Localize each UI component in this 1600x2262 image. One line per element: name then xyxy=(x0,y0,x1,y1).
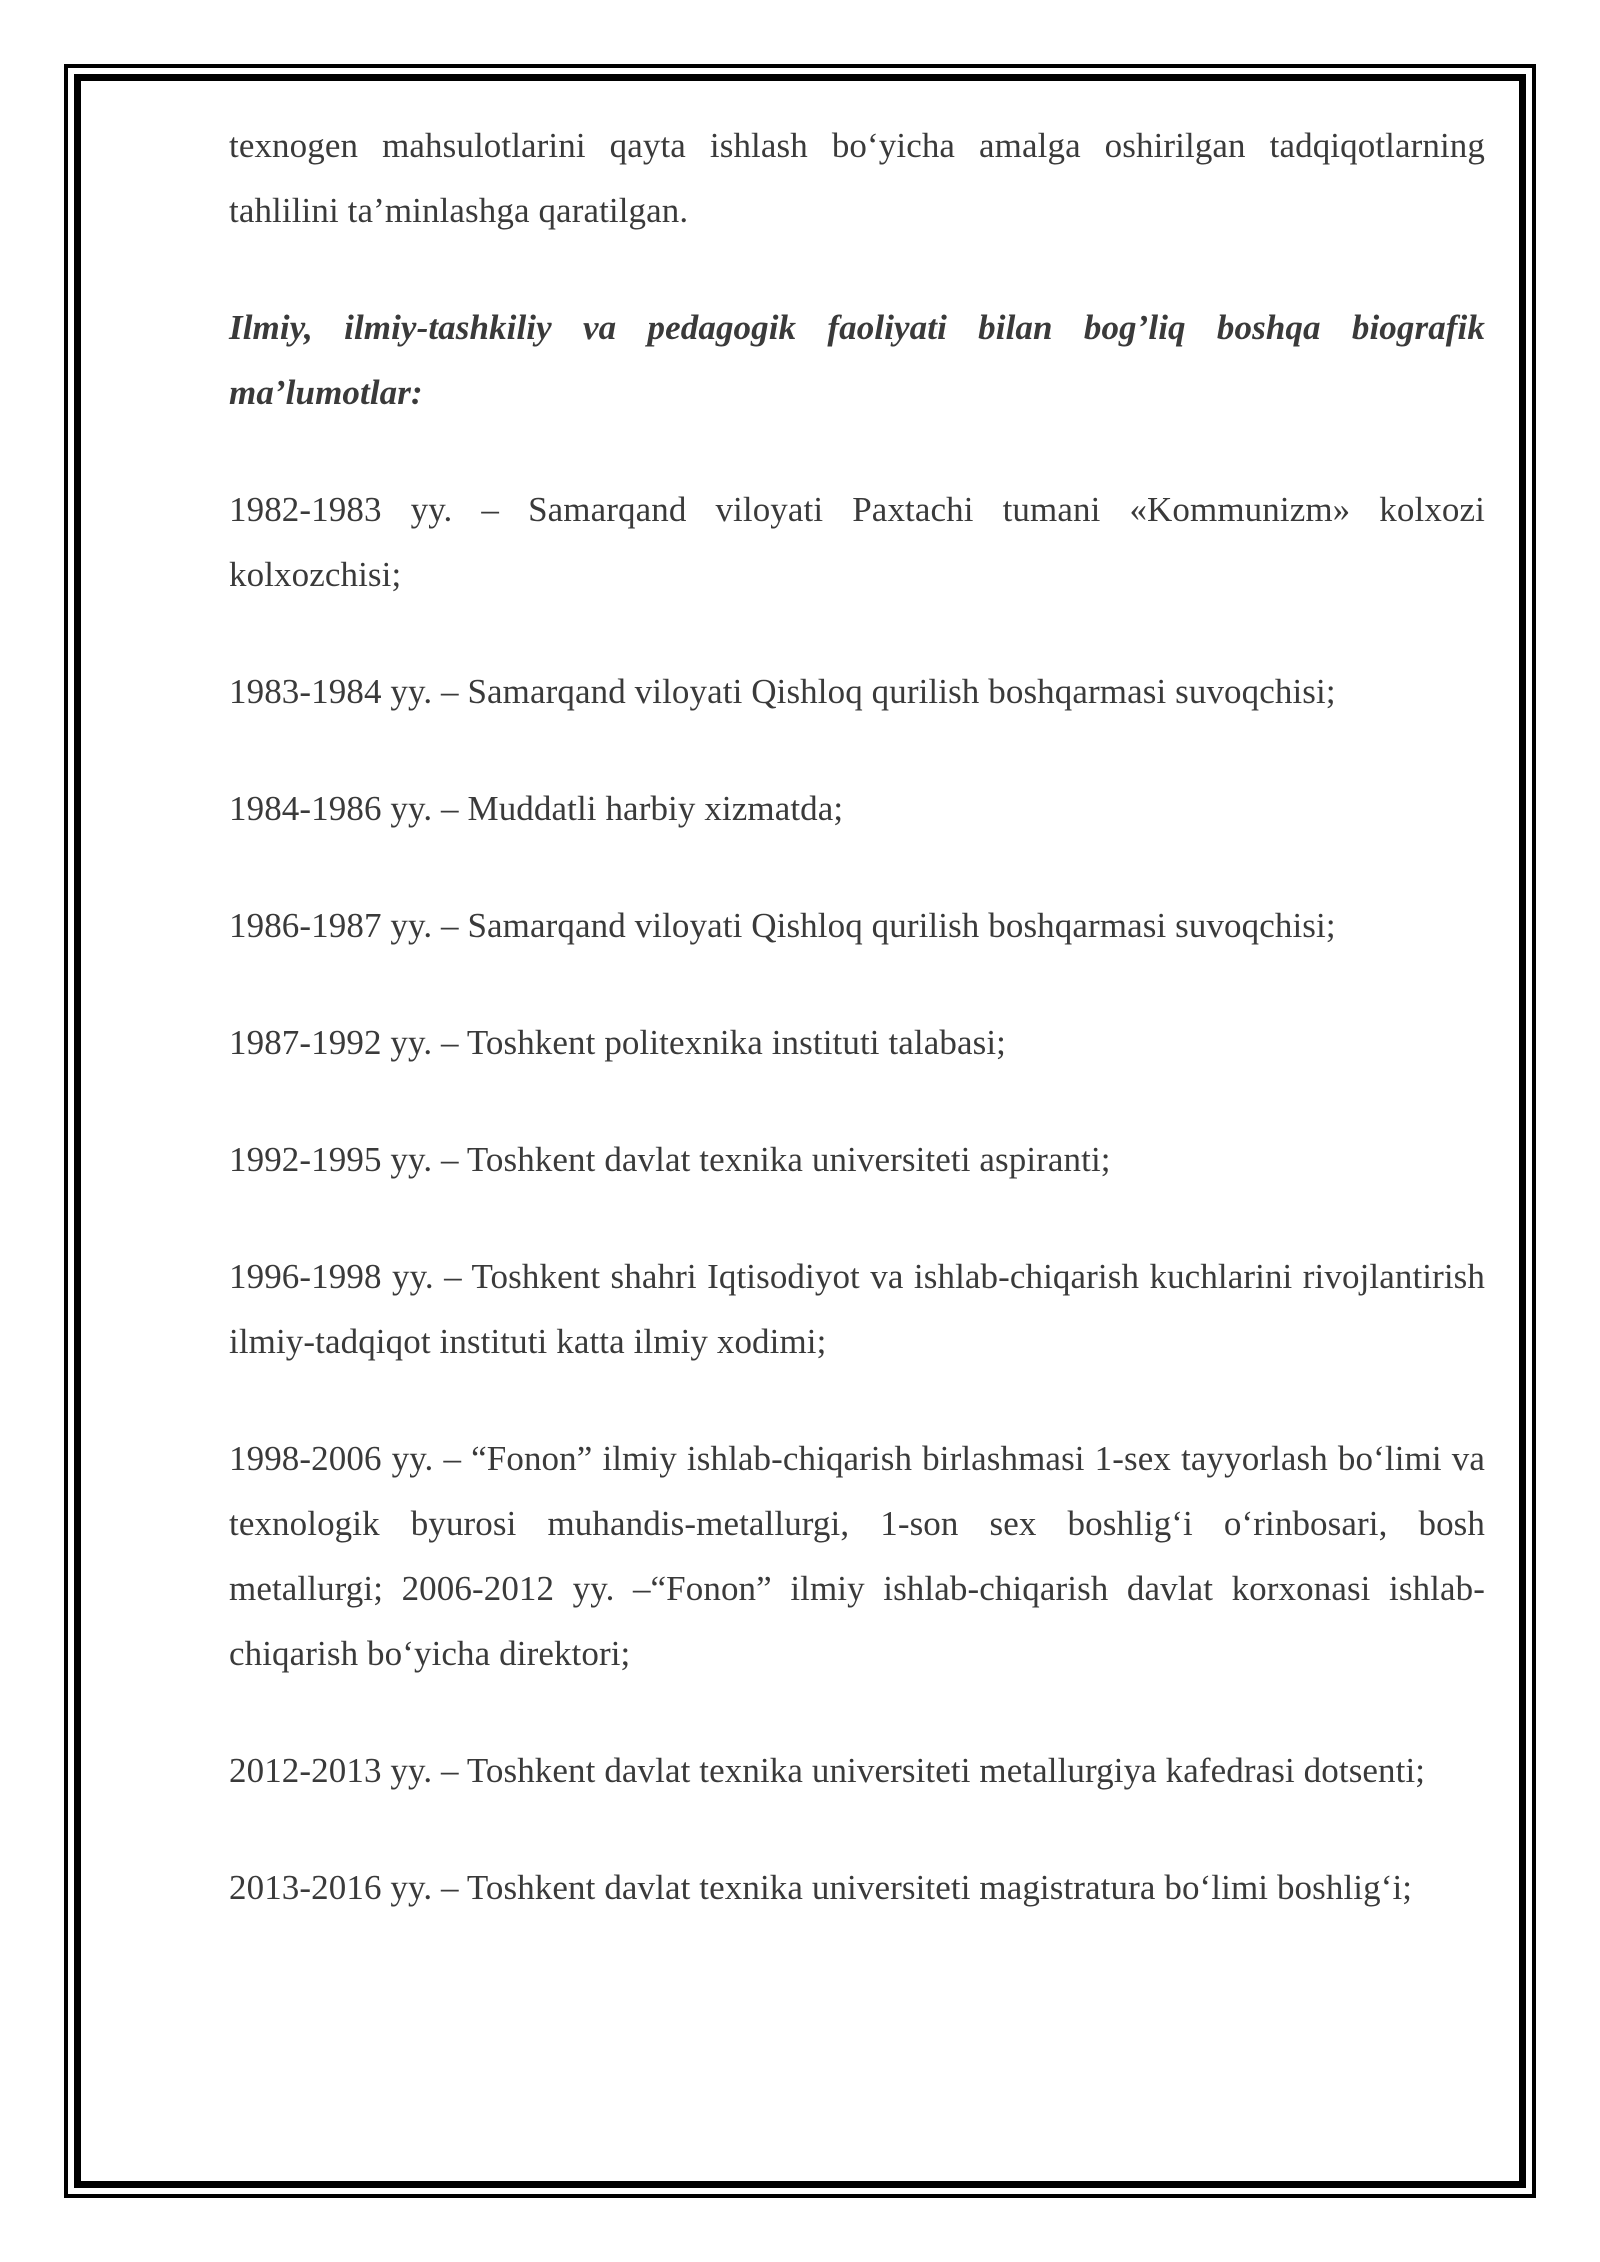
biography-entry: 1986-1987 yy. – Samarqand viloyati Qishloq qurilish boshqarmasi suvoqchisi; xyxy=(229,906,1336,945)
section-heading: Ilmiy, ilmiy-tashkiliy va pedagogik faoliyati bilan bog’liq boshqa biografik ma’lumotlar: xyxy=(229,308,1485,412)
document-body xyxy=(229,113,1485,1972)
biography-entry: 2013-2016 yy. – Toshkent davlat texnika universiteti magistratura bo‘limi boshlig‘i; xyxy=(229,1868,1413,1907)
biography-entry: 1996-1998 yy. – Toshkent shahri Iqtisodiyot va ishlab-chiqarish kuchlarini rivojlantirish ilmiy-tadqiqot instituti katta ilmiy xodimi; xyxy=(229,1257,1485,1361)
biography-entry: 1982-1983 yy. – Samarqand viloyati Paxtachi tumani «Kommunizm» kolxozi kolxozchisi; xyxy=(229,490,1485,594)
biography-entry: 1984-1986 yy. – Muddatli harbiy xizmatda; xyxy=(229,789,844,828)
biography-entry: 1998-2006 yy. – “Fonon” ilmiy ishlab-chiqarish birlashmasi 1-sex tayyorlash bo‘limi va texnologik byurosi muhandis-metallurgi, 1-son sex boshlig‘i o‘rinbosari, bosh metallurgi; 2006-2012 yy. –“Fonon” ilmiy ishlab-chiqarish davlat korxonasi ishlab-chiqarish bo‘yicha direktori; xyxy=(229,1439,1485,1673)
biography-entry: 1983-1984 yy. – Samarqand viloyati Qishloq qurilish boshqarmasi suvoqchisi; xyxy=(229,672,1336,711)
biography-entry: 2012-2013 yy. – Toshkent davlat texnika universiteti metallurgiya kafedrasi dotsenti; xyxy=(229,1751,1426,1790)
intro-paragraph: texnogen mahsulotlarini qayta ishlash bo‘yicha amalga oshirilgan tadqiqotlarning tahlilini ta’minlashga qaratilgan. xyxy=(229,126,1485,230)
biography-entry: 1992-1995 yy. – Toshkent davlat texnika universiteti aspiranti; xyxy=(229,1140,1111,1179)
biography-entry: 1987-1992 yy. – Toshkent politexnika instituti talabasi; xyxy=(229,1023,1006,1062)
